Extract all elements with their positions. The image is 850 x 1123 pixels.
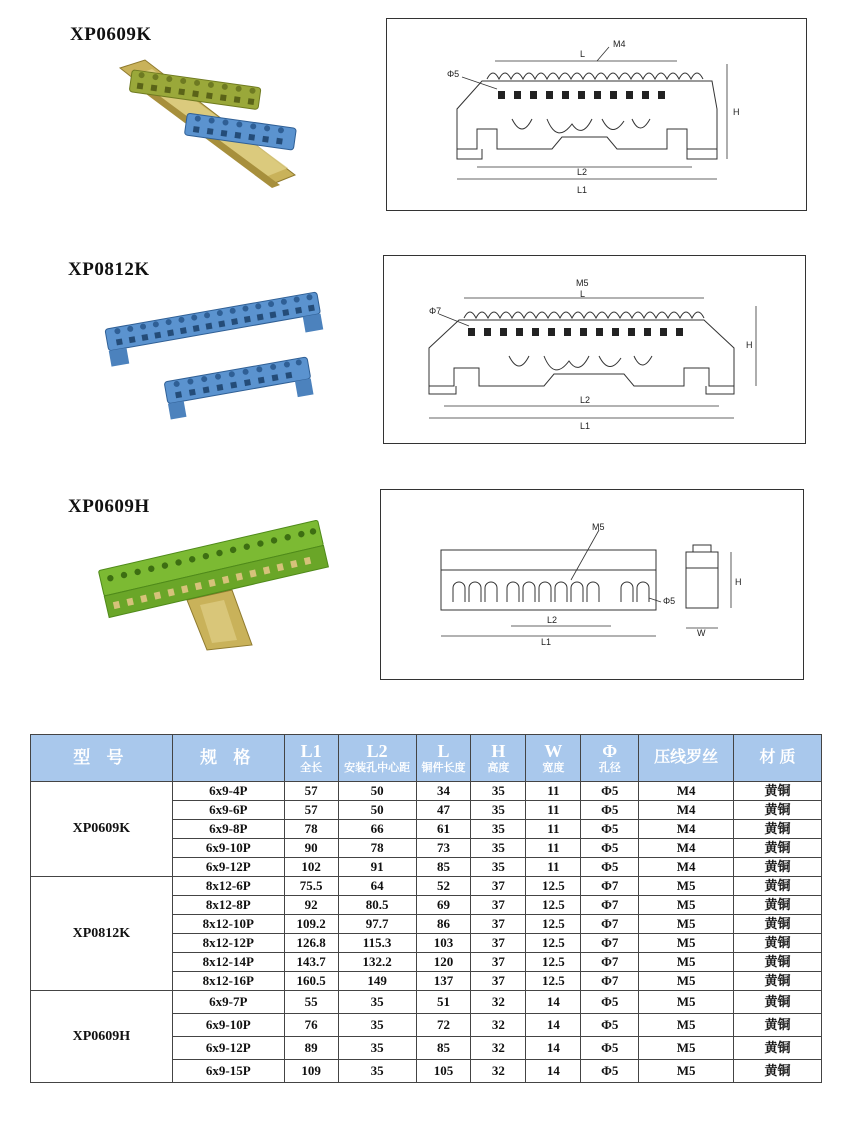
cell-spec: 8x12-14P xyxy=(172,953,284,972)
cell-screw: M5 xyxy=(639,877,734,896)
cell-spec: 6x9-15P xyxy=(172,1060,284,1083)
cell-hole: Φ5 xyxy=(581,782,639,801)
cell-l: 69 xyxy=(416,896,471,915)
svg-text:L2: L2 xyxy=(547,615,558,625)
cell-material: 黄铜 xyxy=(734,1060,822,1083)
cell-spec: 8x12-10P xyxy=(172,915,284,934)
cell-l2: 91 xyxy=(338,858,416,877)
cell-screw: M5 xyxy=(639,953,734,972)
cell-h: 35 xyxy=(471,820,526,839)
cell-w: 12.5 xyxy=(526,953,581,972)
cell-spec: 6x9-7P xyxy=(172,991,284,1014)
dimension-drawing-xp0812k xyxy=(383,255,806,444)
cell-w: 12.5 xyxy=(526,934,581,953)
cell-l1: 76 xyxy=(284,1014,338,1037)
table-row xyxy=(31,782,822,801)
header-hole: Φ 孔径 xyxy=(581,735,639,782)
cell-hole: Φ5 xyxy=(581,1060,639,1083)
svg-text:L1: L1 xyxy=(580,421,591,431)
cell-l: 137 xyxy=(416,972,471,991)
cell-screw: M5 xyxy=(639,1060,734,1083)
cell-l2: 35 xyxy=(338,1060,416,1083)
product-photo-xp0812k xyxy=(95,280,335,430)
svg-text:L1: L1 xyxy=(577,185,588,195)
cell-hole: Φ5 xyxy=(581,839,639,858)
header-l1: L1 全长 xyxy=(284,735,338,782)
svg-text:L2: L2 xyxy=(577,167,588,177)
cell-l1: 57 xyxy=(284,782,338,801)
cell-l: 52 xyxy=(416,877,471,896)
cell-l: 73 xyxy=(416,839,471,858)
table-header-row xyxy=(31,735,822,782)
cell-l1: 55 xyxy=(284,991,338,1014)
cell-l: 85 xyxy=(416,858,471,877)
header-material: 材 质 xyxy=(734,735,822,782)
cell-hole: Φ7 xyxy=(581,877,639,896)
cell-l1: 102 xyxy=(284,858,338,877)
svg-text:H: H xyxy=(735,577,742,587)
cell-h: 37 xyxy=(471,915,526,934)
cell-w: 12.5 xyxy=(526,896,581,915)
cell-spec: 6x9-12P xyxy=(172,858,284,877)
cell-spec: 6x9-12P xyxy=(172,1037,284,1060)
cell-w: 11 xyxy=(526,839,581,858)
cell-h: 37 xyxy=(471,934,526,953)
svg-text:L: L xyxy=(580,49,586,59)
cell-hole: Φ5 xyxy=(581,1014,639,1037)
cell-l2: 66 xyxy=(338,820,416,839)
cell-h: 32 xyxy=(471,1014,526,1037)
header-w: W 宽度 xyxy=(526,735,581,782)
cell-l1: 126.8 xyxy=(284,934,338,953)
cell-material: 黄铜 xyxy=(734,915,822,934)
svg-text:W: W xyxy=(697,628,706,638)
table-row xyxy=(31,877,822,896)
cell-material: 黄铜 xyxy=(734,782,822,801)
cell-material: 黄铜 xyxy=(734,896,822,915)
cell-screw: M5 xyxy=(639,1014,734,1037)
cell-material: 黄铜 xyxy=(734,858,822,877)
cell-hole: Φ5 xyxy=(581,991,639,1014)
cell-hole: Φ7 xyxy=(581,934,639,953)
cell-h: 32 xyxy=(471,1037,526,1060)
cell-screw: M4 xyxy=(639,801,734,820)
cell-l2: 115.3 xyxy=(338,934,416,953)
cell-l1: 78 xyxy=(284,820,338,839)
cell-w: 12.5 xyxy=(526,877,581,896)
cell-h: 32 xyxy=(471,1060,526,1083)
header-l2: L2 安装孔中心距 xyxy=(338,735,416,782)
cell-hole: Φ7 xyxy=(581,896,639,915)
cell-l: 85 xyxy=(416,1037,471,1060)
cell-hole: Φ5 xyxy=(581,820,639,839)
svg-text:M4: M4 xyxy=(613,39,626,49)
cell-h: 35 xyxy=(471,839,526,858)
cell-material: 黄铜 xyxy=(734,991,822,1014)
cell-screw: M4 xyxy=(639,820,734,839)
spec-table xyxy=(30,734,822,1083)
cell-l1: 109 xyxy=(284,1060,338,1083)
cell-spec: 8x12-8P xyxy=(172,896,284,915)
cell-h: 37 xyxy=(471,896,526,915)
cell-spec: 6x9-4P xyxy=(172,782,284,801)
cell-screw: M4 xyxy=(639,782,734,801)
cell-l: 105 xyxy=(416,1060,471,1083)
svg-text:L2: L2 xyxy=(580,395,591,405)
header-h: H 高度 xyxy=(471,735,526,782)
cell-w: 14 xyxy=(526,991,581,1014)
header-screw: 压线罗丝 xyxy=(639,735,734,782)
cell-w: 12.5 xyxy=(526,915,581,934)
cell-material: 黄铜 xyxy=(734,839,822,858)
cell-spec: 6x9-8P xyxy=(172,820,284,839)
svg-text:M5: M5 xyxy=(576,278,589,288)
cell-screw: M5 xyxy=(639,972,734,991)
cell-h: 35 xyxy=(471,782,526,801)
cell-h: 35 xyxy=(471,858,526,877)
header-spec: 规 格 xyxy=(172,735,284,782)
cell-screw: M5 xyxy=(639,991,734,1014)
cell-h: 37 xyxy=(471,877,526,896)
cell-l1: 143.7 xyxy=(284,953,338,972)
cell-w: 14 xyxy=(526,1060,581,1083)
header-model: 型 号 xyxy=(31,735,173,782)
cell-spec: 6x9-10P xyxy=(172,1014,284,1037)
cell-screw: M5 xyxy=(639,915,734,934)
cell-model: XP0812K xyxy=(31,877,173,991)
cell-w: 14 xyxy=(526,1014,581,1037)
product-photo-xp0609h xyxy=(92,505,332,655)
cell-spec: 8x12-12P xyxy=(172,934,284,953)
cell-l2: 50 xyxy=(338,801,416,820)
cell-hole: Φ5 xyxy=(581,858,639,877)
cell-h: 37 xyxy=(471,953,526,972)
cell-l2: 78 xyxy=(338,839,416,858)
cell-l: 120 xyxy=(416,953,471,972)
cell-material: 黄铜 xyxy=(734,953,822,972)
cell-l2: 50 xyxy=(338,782,416,801)
svg-text:Φ7: Φ7 xyxy=(429,306,442,316)
cell-l2: 35 xyxy=(338,1014,416,1037)
cell-h: 32 xyxy=(471,991,526,1014)
cell-w: 11 xyxy=(526,820,581,839)
cell-material: 黄铜 xyxy=(734,934,822,953)
svg-text:H: H xyxy=(746,340,753,350)
cell-h: 37 xyxy=(471,972,526,991)
cell-hole: Φ7 xyxy=(581,953,639,972)
cell-l: 47 xyxy=(416,801,471,820)
cell-w: 11 xyxy=(526,858,581,877)
cell-hole: Φ5 xyxy=(581,801,639,820)
cell-l2: 132.2 xyxy=(338,953,416,972)
svg-text:Φ5: Φ5 xyxy=(663,596,676,606)
model-title-xp0812k: XP0812K xyxy=(68,259,150,280)
product-photo-xp0609k xyxy=(110,50,330,200)
cell-spec: 8x12-6P xyxy=(172,877,284,896)
cell-screw: M5 xyxy=(639,896,734,915)
cell-material: 黄铜 xyxy=(734,877,822,896)
cell-h: 35 xyxy=(471,801,526,820)
cell-l1: 89 xyxy=(284,1037,338,1060)
cell-material: 黄铜 xyxy=(734,1014,822,1037)
cell-l2: 35 xyxy=(338,991,416,1014)
cell-l2: 80.5 xyxy=(338,896,416,915)
cell-l: 34 xyxy=(416,782,471,801)
table-row xyxy=(31,991,822,1014)
cell-w: 11 xyxy=(526,782,581,801)
svg-text:Φ5: Φ5 xyxy=(447,69,460,79)
model-title-xp0609k: XP0609K xyxy=(70,24,152,45)
cell-spec: 6x9-10P xyxy=(172,839,284,858)
cell-l: 86 xyxy=(416,915,471,934)
svg-text:M5: M5 xyxy=(592,522,605,532)
svg-text:H: H xyxy=(733,107,740,117)
cell-material: 黄铜 xyxy=(734,972,822,991)
cell-w: 14 xyxy=(526,1037,581,1060)
cell-spec: 6x9-6P xyxy=(172,801,284,820)
cell-model: XP0609H xyxy=(31,991,173,1083)
cell-l2: 64 xyxy=(338,877,416,896)
cell-l1: 75.5 xyxy=(284,877,338,896)
dimension-drawing-xp0609h xyxy=(380,489,804,680)
cell-material: 黄铜 xyxy=(734,820,822,839)
cell-l1: 160.5 xyxy=(284,972,338,991)
cell-screw: M5 xyxy=(639,934,734,953)
cell-screw: M4 xyxy=(639,858,734,877)
cell-l1: 92 xyxy=(284,896,338,915)
model-title-xp0609h: XP0609H xyxy=(68,496,150,517)
cell-screw: M4 xyxy=(639,839,734,858)
cell-material: 黄铜 xyxy=(734,801,822,820)
cell-l1: 90 xyxy=(284,839,338,858)
cell-material: 黄铜 xyxy=(734,1037,822,1060)
cell-l: 61 xyxy=(416,820,471,839)
cell-screw: M5 xyxy=(639,1037,734,1060)
svg-text:L1: L1 xyxy=(541,637,552,647)
dimension-drawing-xp0609k xyxy=(386,18,807,211)
cell-l: 72 xyxy=(416,1014,471,1037)
cell-l2: 35 xyxy=(338,1037,416,1060)
cell-hole: Φ5 xyxy=(581,1037,639,1060)
cell-w: 11 xyxy=(526,801,581,820)
cell-hole: Φ7 xyxy=(581,972,639,991)
cell-l1: 57 xyxy=(284,801,338,820)
header-l: L 铜件长度 xyxy=(416,735,471,782)
cell-l: 51 xyxy=(416,991,471,1014)
svg-text:L: L xyxy=(580,289,586,299)
cell-l1: 109.2 xyxy=(284,915,338,934)
cell-l2: 97.7 xyxy=(338,915,416,934)
cell-l: 103 xyxy=(416,934,471,953)
cell-model: XP0609K xyxy=(31,782,173,877)
cell-hole: Φ7 xyxy=(581,915,639,934)
cell-l2: 149 xyxy=(338,972,416,991)
cell-spec: 8x12-16P xyxy=(172,972,284,991)
cell-w: 12.5 xyxy=(526,972,581,991)
